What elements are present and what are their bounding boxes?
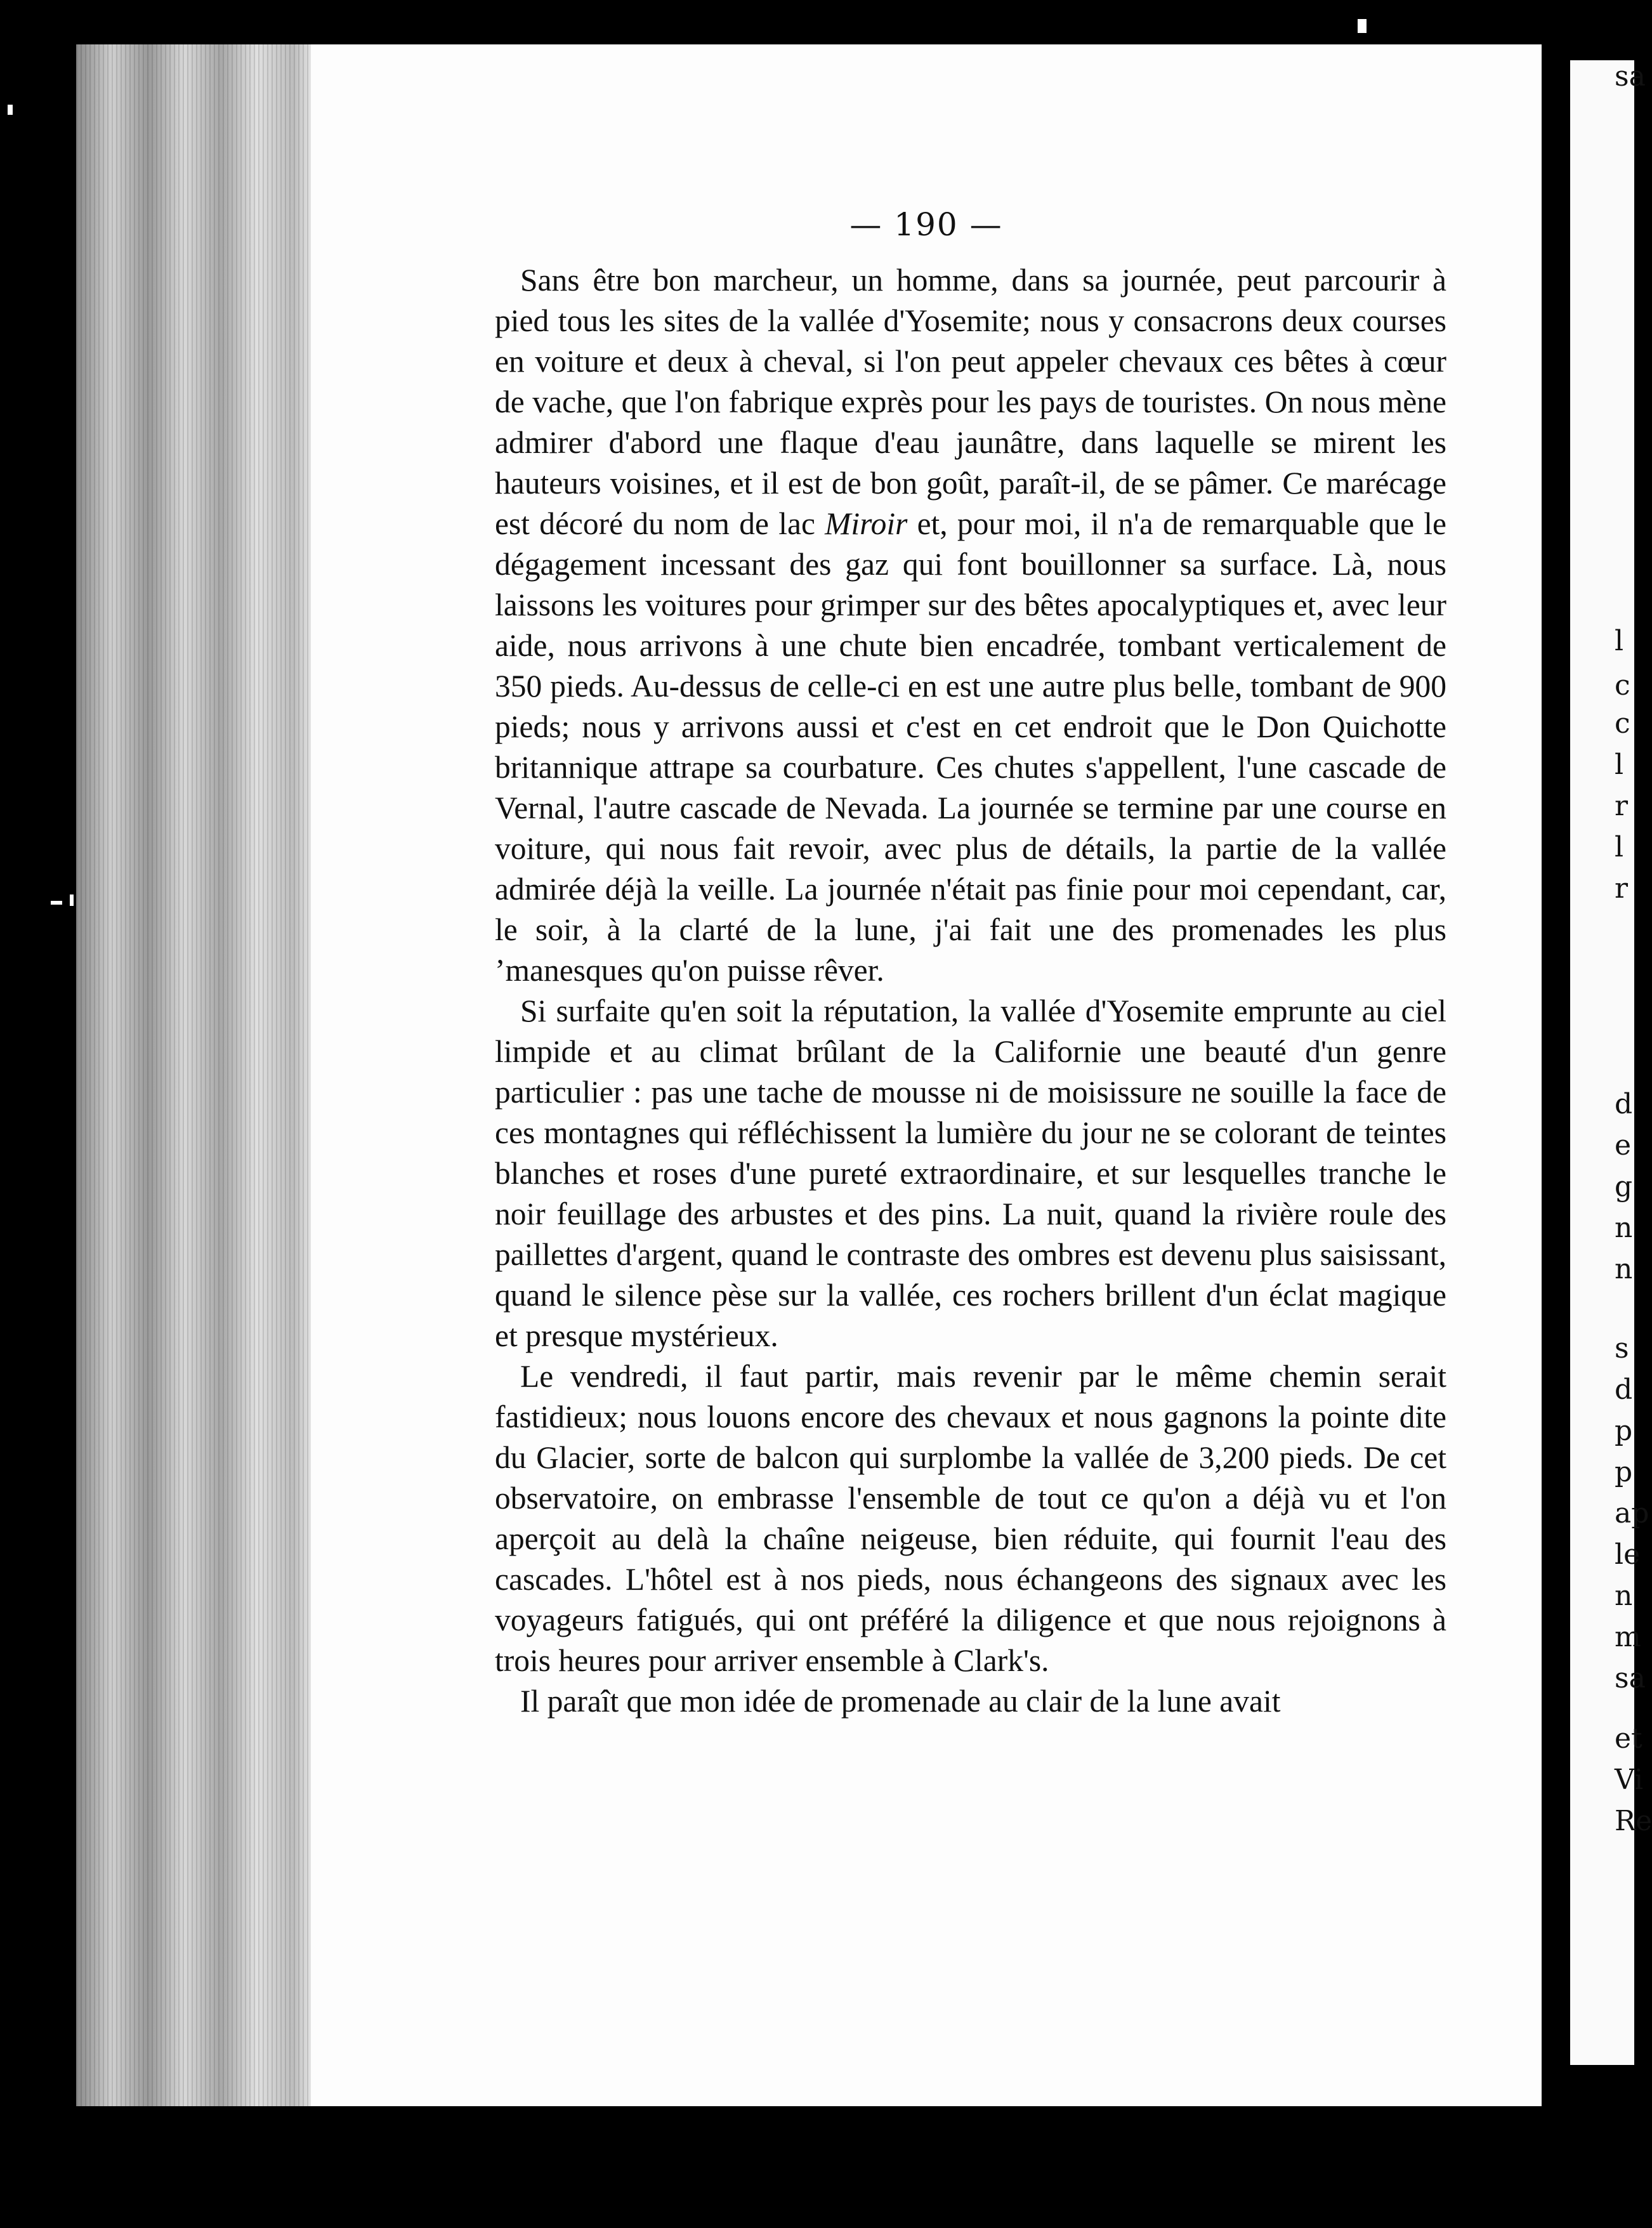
paragraph-1 (495, 260, 1446, 991)
scan-speck (70, 894, 74, 906)
facing-fragment: n (1615, 1253, 1633, 1285)
facing-fragment: Re (1615, 1805, 1652, 1837)
page-body (495, 260, 1446, 1884)
facing-fragment: l (1615, 625, 1624, 657)
paragraph-2: Si surfaite qu'en soit la réputation, la vallée d'Yosemite emprunte au ciel limpide et au climat brûlant de la Californie une beauté d'un genre particulier : pas une tache de mousse ni de moisissure ne souille la face de ces montagnes qui réfléchissent la lumière du jour ne se colorant de teintes blanches et roses d'une pureté extraordinaire, et sur lesquelles tranche le noir feuillage des arbustes et des pins. La nuit, quand la rivière roule des paillettes d'argent, quand le contraste des ombres est devenu plus saisissant, quand le silence pèse sur la vallée, ces rochers brillent d'un éclat magique et presque mystérieux. (495, 993, 1446, 1353)
paragraph-4: Il paraît que mon idée de promenade au clair de la lune avait (520, 1684, 1281, 1719)
scan-speck (1358, 19, 1367, 33)
facing-fragment: sa (1615, 60, 1646, 93)
facing-page-edge (1570, 60, 1652, 2065)
page-number: — 190 — (849, 206, 1003, 243)
facing-fragment: n (1615, 1212, 1633, 1244)
facing-fragment: s (1615, 1332, 1629, 1365)
lake-name-italic: Miroir (825, 506, 908, 541)
paragraph-1-text-a: Sans être bon marcheur, un homme, dans sa journée, peut parcourir à pied tous les sites de la vallée d'Yosemite; nous y consacrons deux courses en voiture et deux à cheval, si l'on peut appeler chevaux ces bêtes à cœur de vache, que l'on fabrique exprès pour les pays de touristes. On nous mène admirer d'abord une flaque d'eau jaunâtre, dans laquelle se mirent les hauteurs voisines, et il est de bon goût, paraît-il, de se pâmer. Ce marécage est décoré du nom de lac (495, 263, 1446, 541)
facing-fragment: n (1615, 1580, 1633, 1612)
facing-fragment: ap (1615, 1497, 1649, 1530)
facing-fragment: r (1615, 790, 1629, 822)
scan-speck (51, 901, 62, 905)
facing-fragment: r (1615, 872, 1629, 905)
facing-fragment: sa (1615, 1662, 1646, 1694)
book-page-edges (76, 44, 317, 2106)
facing-fragment: p (1615, 1456, 1633, 1488)
paragraph-3: Le vendredi, il faut partir, mais revenir par le même chemin serait fastidieux; nous louons encore des chevaux et nous gagnons la pointe dite du Glacier, sorte de balcon qui surplombe la vallée de 3,200 pieds. De cet observatoire, on embrasse l'ensemble de tout ce qu'on a déjà vu et l'on aperçoit au delà la chaîne neigeuse, bien réduite, qui fournit l'eau des cascades. L'hôtel est à nos pieds, nous échangeons des signaux avec les voyageurs fatigués, qui ont préféré la diligence et que nous rejoignons à trois heures pour arriver ensemble à Clark's. (495, 1359, 1446, 1678)
scan-speck (8, 105, 13, 115)
facing-fragment: l (1615, 749, 1624, 781)
facing-fragment: d (1615, 1088, 1633, 1120)
facing-fragment: c (1615, 707, 1630, 740)
facing-fragment: d (1615, 1373, 1633, 1406)
facing-fragment: m (1615, 1621, 1641, 1653)
facing-fragment: l (1615, 831, 1624, 863)
facing-fragment: et (1615, 1722, 1642, 1755)
paragraph-1-text-b: et, pour moi, il n'a de remarquable que le dégagement incessant des gaz qui font bouillonner sa surface. Là, nous laissons les voitures pour grimper sur des bêtes apocalyptiques et, avec leur aide, nous arrivons à une chute bien encadrée, tombant verticalement de 350 pieds. Au-dessus de celle-ci en est une autre plus belle, tombant de 900 pieds; nous y arrivons aussi et c'est en cet endroit que le Don Quichotte britannique attrape sa courbature. Ces chutes s'appellent, l'une cascade de Vernal, l'autre cascade de Nevada. La journée se termine par une course en voiture, qui nous fait revoir, avec plus de détails, la partie de la vallée admirée déjà la veille. La journée n'était pas finie pour moi cependant, car, le soir, à la clarté de la lune, j'ai fait une des promenades les plus ʼmanesques qu'on puisse rêver. (495, 506, 1446, 988)
facing-fragment: le (1615, 1538, 1641, 1571)
facing-fragment: e (1615, 1129, 1632, 1162)
facing-fragment: g (1615, 1170, 1633, 1203)
facing-fragment: c (1615, 669, 1630, 702)
facing-fragment: Vi (1615, 1764, 1644, 1796)
facing-fragment: p (1615, 1415, 1633, 1447)
